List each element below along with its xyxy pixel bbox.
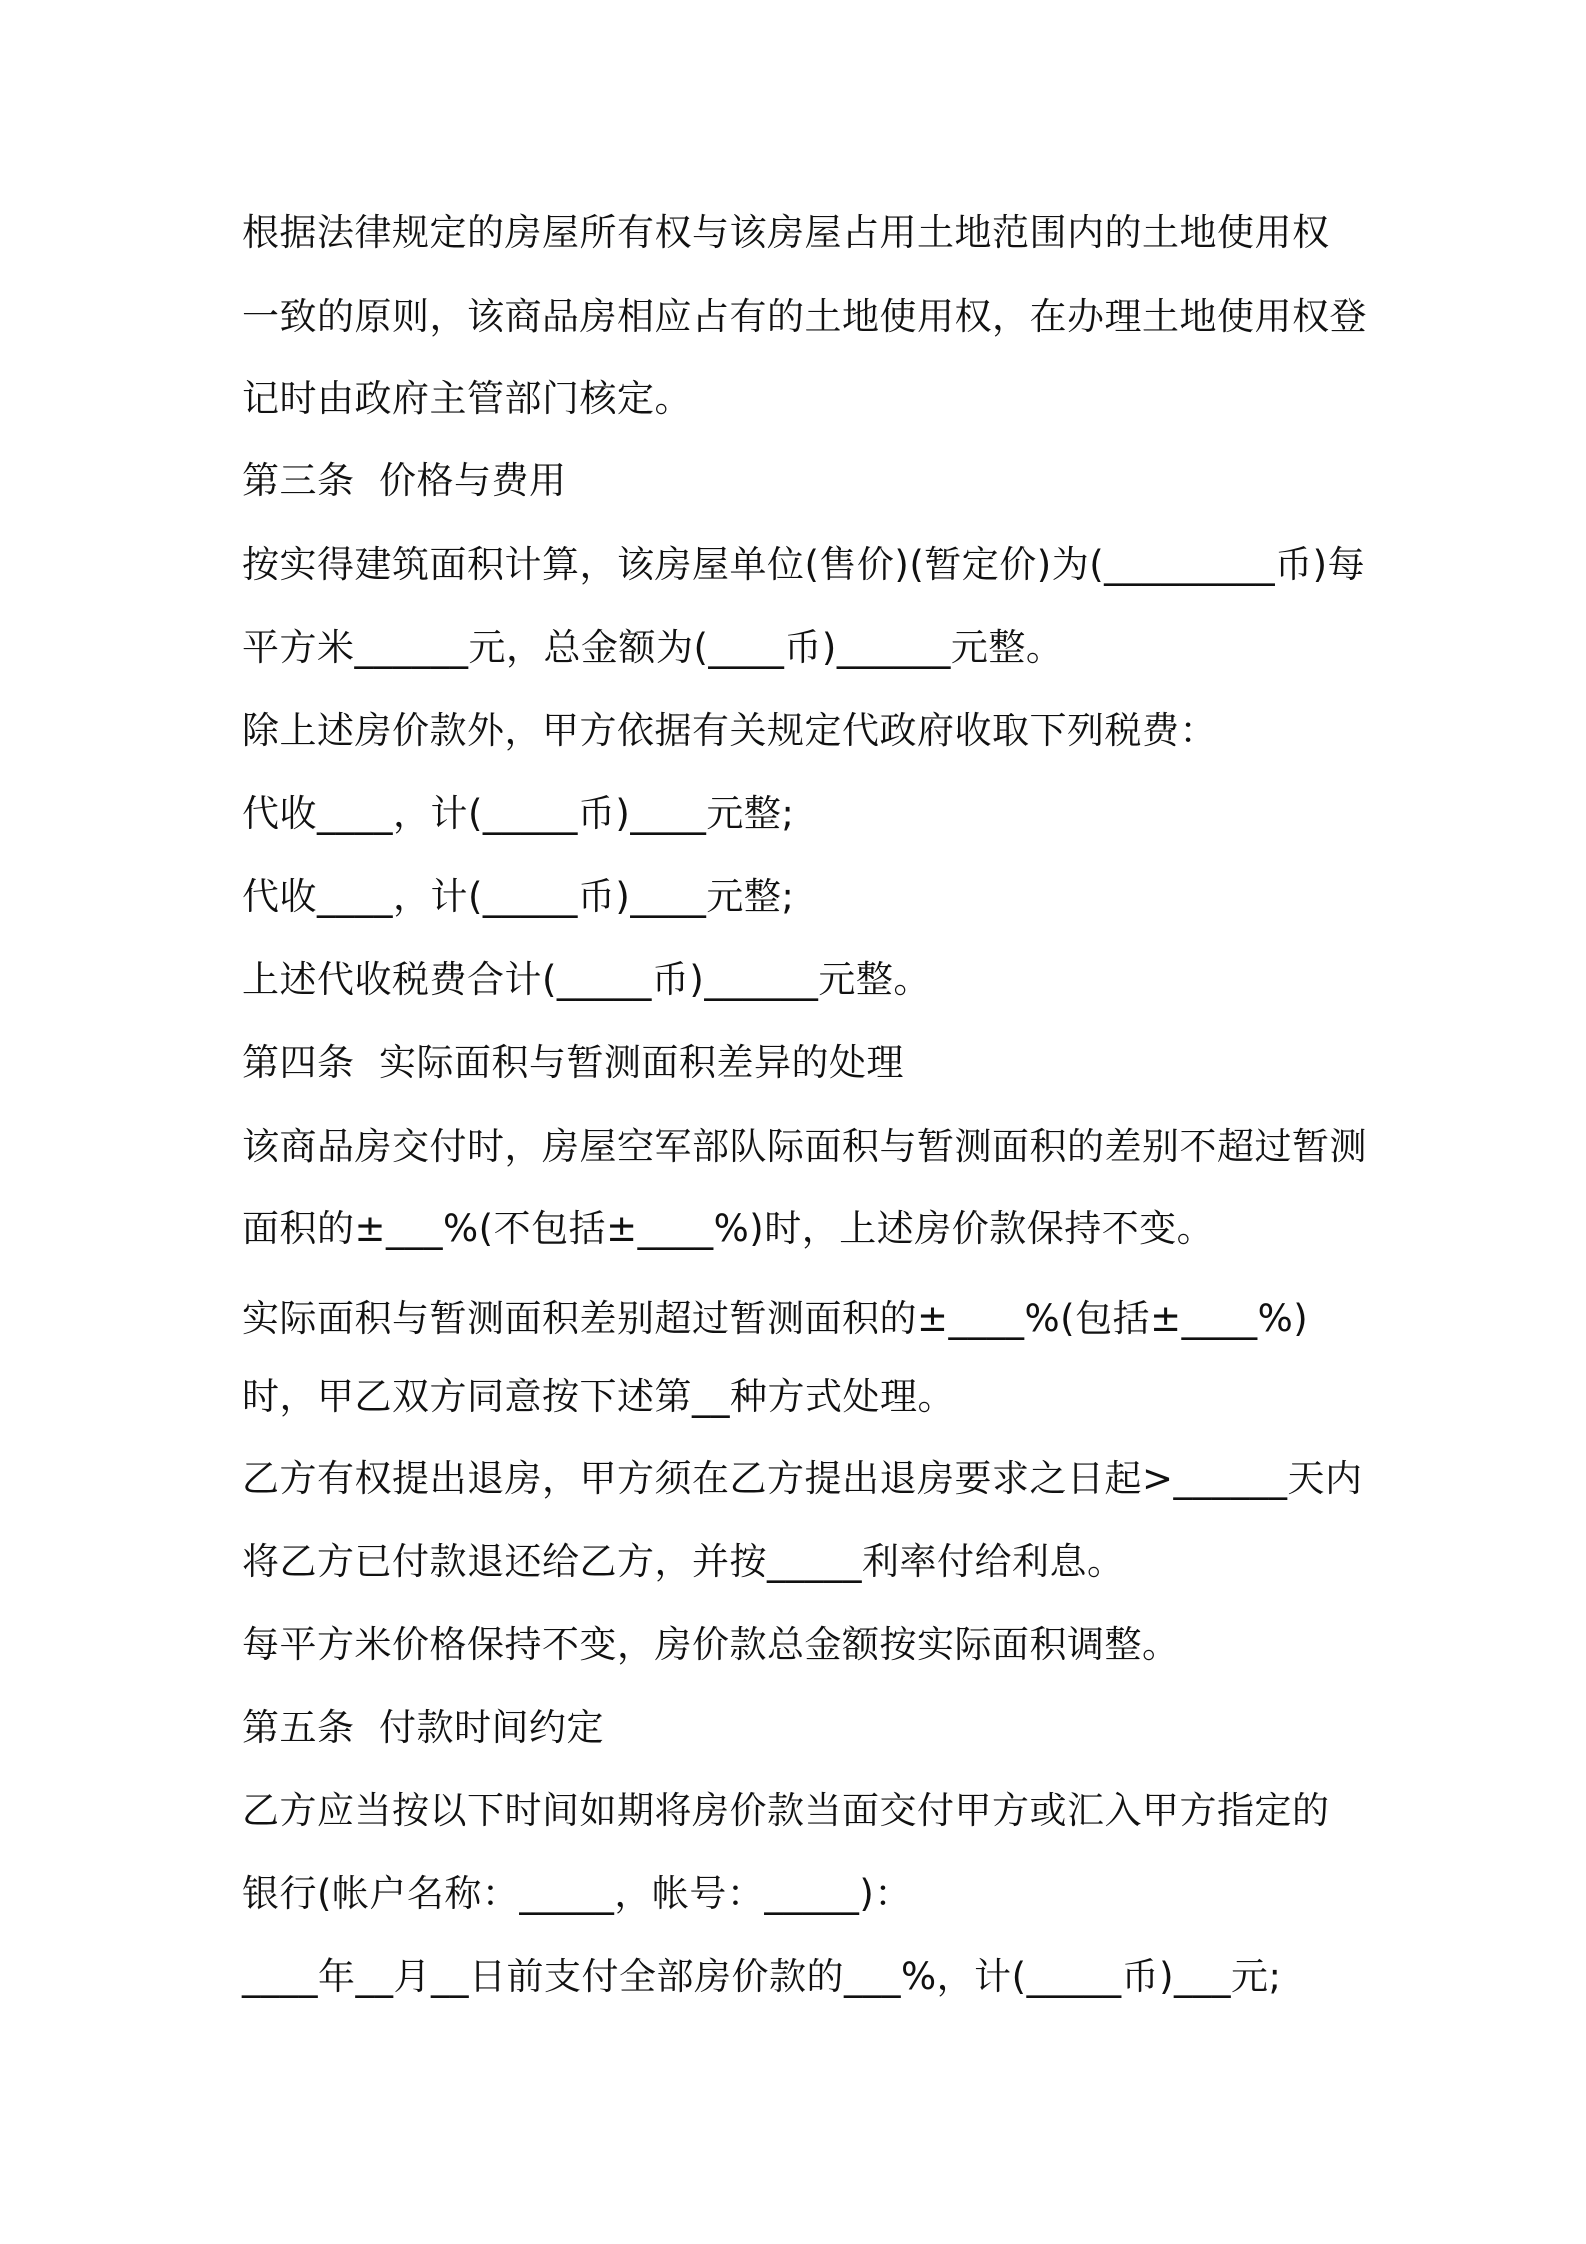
paragraph-line: 平方米______元，总金额为(____币)______元整。 bbox=[242, 626, 1064, 669]
paragraph-line: 代收____，计(_____币)____元整; bbox=[242, 875, 795, 918]
paragraph-line: 乙方应当按以下时间如期将房价款当面交付甲方或汇入甲方指定的 bbox=[242, 1789, 1330, 1832]
paragraph-line: 上述代收税费合计(_____币)______元整。 bbox=[242, 958, 931, 1001]
paragraph-line: 代收____，计(_____币)____元整; bbox=[242, 792, 795, 835]
paragraph-line: 根据法律规定的房屋所有权与该房屋占用土地范围内的土地使用权 bbox=[242, 211, 1330, 254]
section-heading: 第三条 价格与费用 bbox=[242, 459, 567, 502]
paragraph-line: 乙方有权提出退房，甲方须在乙方提出退房要求之日起>______天内 bbox=[242, 1457, 1363, 1500]
paragraph-line: 除上述房价款外，甲方依据有关规定代政府收取下列税费： bbox=[242, 709, 1217, 752]
paragraph-line: 将乙方已付款退还给乙方，并按_____利率付给利息。 bbox=[242, 1540, 1125, 1583]
paragraph-line: 按实得建筑面积计算，该房屋单位(售价)(暂定价)为(_________币)每 bbox=[242, 543, 1366, 586]
paragraph-line: 每平方米价格保持不变，房价款总金额按实际面积调整。 bbox=[242, 1623, 1180, 1666]
section-heading: 第五条 付款时间约定 bbox=[242, 1706, 605, 1749]
paragraph-line: 银行(帐户名称：_____，帐号：_____)： bbox=[242, 1872, 912, 1915]
section-heading: 第四条 实际面积与暂测面积差异的处理 bbox=[242, 1041, 905, 1084]
paragraph-line: 实际面积与暂测面积差别超过暂测面积的±____%(包括±____%) bbox=[242, 1297, 1309, 1340]
paragraph-line: 一致的原则，该商品房相应占有的土地使用权，在办理土地使用权登 bbox=[242, 295, 1367, 338]
paragraph-line: 记时由政府主管部门核定。 bbox=[242, 377, 692, 420]
paragraph-line: 面积的±___%(不包括±____%)时，上述房价款保持不变。 bbox=[242, 1207, 1215, 1250]
paragraph-line: 该商品房交付时，房屋空军部队际面积与暂测面积的差别不超过暂测 bbox=[242, 1125, 1367, 1168]
paragraph-line: 时，甲乙双方同意按下述第__种方式处理。 bbox=[242, 1375, 955, 1418]
paragraph-line: ____年__月__日前支付全部房价款的___%，计(_____币)___元; bbox=[242, 1955, 1282, 1998]
